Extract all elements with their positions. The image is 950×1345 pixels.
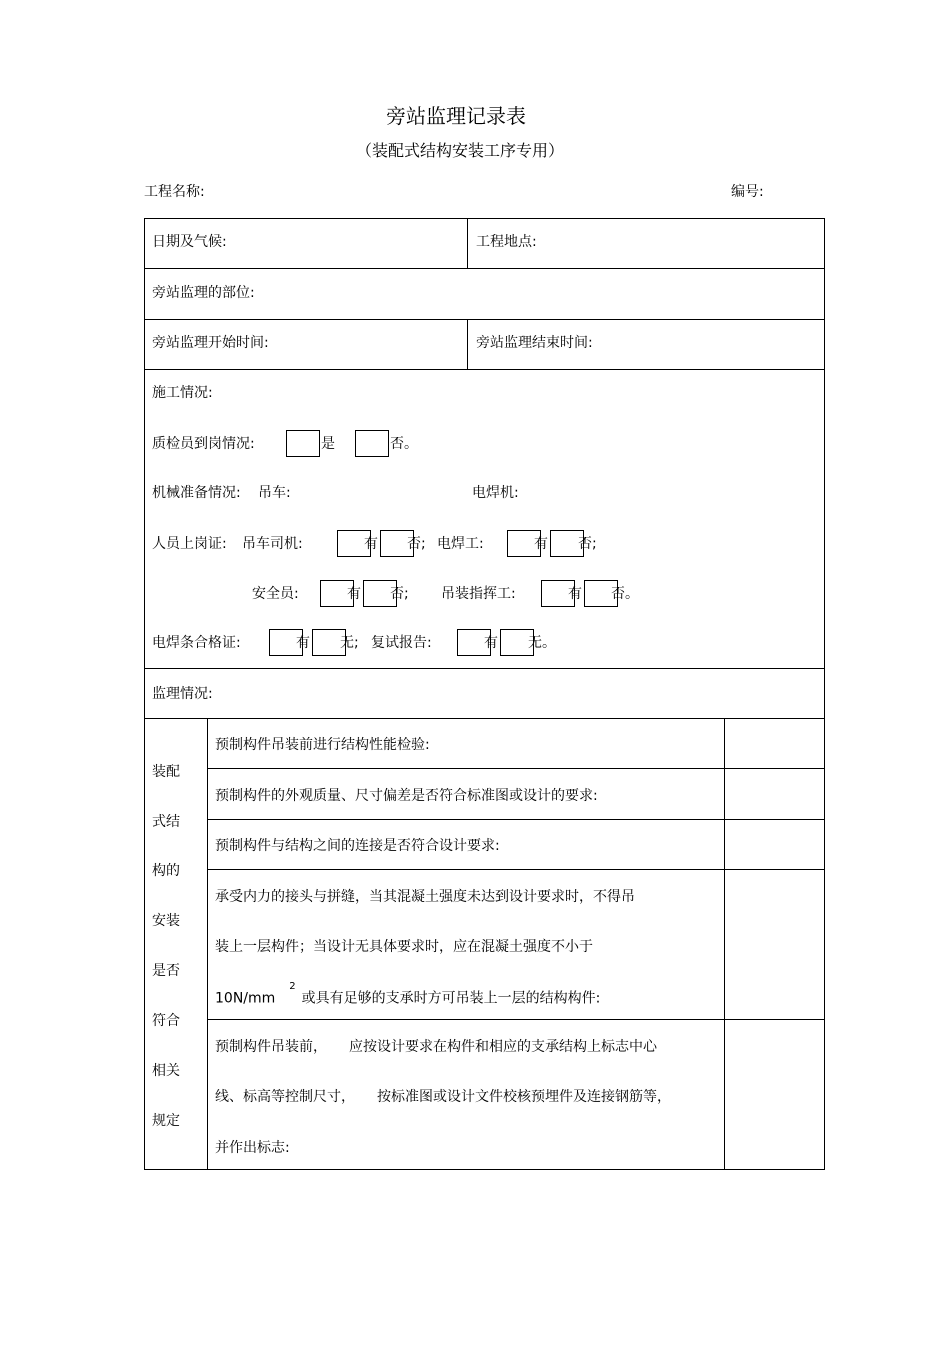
none-label: 无;	[340, 635, 359, 651]
have-label: 有	[296, 635, 310, 651]
inspector-yes-checkbox[interactable]	[286, 430, 320, 457]
row-divider	[207, 819, 825, 820]
inspector-no-checkbox[interactable]	[355, 430, 389, 457]
check-item-2: 预制构件的外观质量、尺寸偏差是否符合标准图或设计的要求:	[215, 788, 598, 804]
column-divider	[467, 218, 468, 269]
column-divider	[207, 718, 208, 1170]
side-label-line: 式结	[152, 814, 180, 830]
side-label-line: 是否	[152, 963, 180, 979]
have-label: 有	[568, 586, 582, 602]
have-label: 有	[534, 536, 548, 552]
end-time-label: 旁站监理结束时间:	[476, 335, 593, 351]
crane-driver-label: 吊车司机:	[242, 536, 303, 552]
row-divider	[144, 718, 825, 719]
no-label: 否;	[390, 586, 409, 602]
check-item-3: 预制构件与结构之间的连接是否符合设计要求:	[215, 838, 500, 854]
table-border-bottom	[144, 1169, 825, 1170]
no-label: 否;	[407, 536, 426, 552]
check-item-4-line-1: 承受内力的接头与拼缝，当其混凝土强度未达到设计要求时，不得吊	[215, 889, 635, 905]
electrode-cert-label: 电焊条合格证:	[152, 635, 241, 651]
table-border-top	[144, 218, 825, 219]
welder-machine-label: 电焊机:	[472, 485, 519, 501]
side-label-line: 安装	[152, 913, 180, 929]
construction-heading: 施工情况:	[152, 385, 213, 401]
table-border-right	[824, 218, 825, 1170]
part-label: 旁站监理的部位:	[152, 285, 255, 301]
inspector-yes-label: 是	[321, 436, 335, 452]
side-label-line: 装配	[152, 764, 180, 780]
check-item-5-line-1b: 应按设计要求在构件和相应的支承结构上标志中心	[349, 1039, 657, 1055]
inspector-no-label: 否。	[390, 436, 418, 452]
have-label: 有	[347, 586, 361, 602]
lifting-commander-label: 吊装指挥工:	[441, 586, 516, 602]
safety-officer-label: 安全员:	[252, 586, 299, 602]
crane-label: 吊车:	[258, 485, 291, 501]
check-item-5-line-2a: 线、标高等控制尺寸，	[215, 1089, 355, 1105]
welder-label: 电焊工:	[437, 536, 484, 552]
none-label: 无。	[528, 635, 556, 651]
start-time-label: 旁站监理开始时间:	[152, 335, 269, 351]
side-label-line: 构的	[152, 863, 180, 879]
row-divider	[144, 369, 825, 370]
side-label-line: 规定	[152, 1113, 180, 1129]
no-label: 否。	[611, 586, 639, 602]
column-divider	[724, 718, 725, 1170]
check-item-5-line-3: 并作出标志:	[215, 1140, 290, 1156]
check-item-4-line-3	[215, 981, 601, 1007]
page-subtitle: （装配式结构安装工序专用）	[356, 141, 565, 160]
have-label: 有	[484, 635, 498, 651]
check-item-5-line-1a: 预制构件吊装前，	[215, 1039, 327, 1055]
page-title: 旁站监理记录表	[386, 104, 526, 128]
superscript: 2	[289, 981, 296, 992]
row-divider	[144, 668, 825, 669]
table-border-left	[144, 218, 145, 1170]
strength-value: 10N/mm	[215, 990, 276, 1007]
retest-report-label: 复试报告:	[371, 635, 432, 651]
check-item-4-line-3-text: 或具有足够的支承时方可吊装上一层的结构构件:	[301, 990, 601, 1007]
column-divider	[467, 319, 468, 370]
no-label: 否;	[578, 536, 597, 552]
check-item-4-line-2: 装上一层构件；当设计无具体要求时，应在混凝土强度不小于	[215, 939, 593, 955]
row-divider	[207, 869, 825, 870]
check-item-5-line-2b: 按标准图或设计文件校核预埋件及连接钢筋等，	[377, 1089, 671, 1105]
have-label: 有	[364, 536, 378, 552]
cert-label: 人员上岗证:	[152, 536, 227, 552]
date-weather-label: 日期及气候:	[152, 234, 227, 250]
row-divider	[144, 319, 825, 320]
side-label-line: 相关	[152, 1063, 180, 1079]
check-item-5-line-2	[215, 1090, 671, 1104]
check-item-5-line-1	[215, 1040, 657, 1054]
inspector-label: 质检员到岗情况:	[152, 436, 255, 452]
row-divider	[207, 1019, 825, 1020]
row-divider	[144, 268, 825, 269]
machinery-label: 机械准备情况:	[152, 485, 241, 501]
project-name-label: 工程名称:	[144, 184, 205, 200]
check-item-1: 预制构件吊装前进行结构性能检验:	[215, 737, 430, 753]
row-divider	[207, 768, 825, 769]
site-label: 工程地点:	[476, 234, 537, 250]
side-label-line: 符合	[152, 1013, 180, 1029]
serial-number-label: 编号:	[731, 184, 764, 200]
supervision-heading: 监理情况:	[152, 686, 213, 702]
